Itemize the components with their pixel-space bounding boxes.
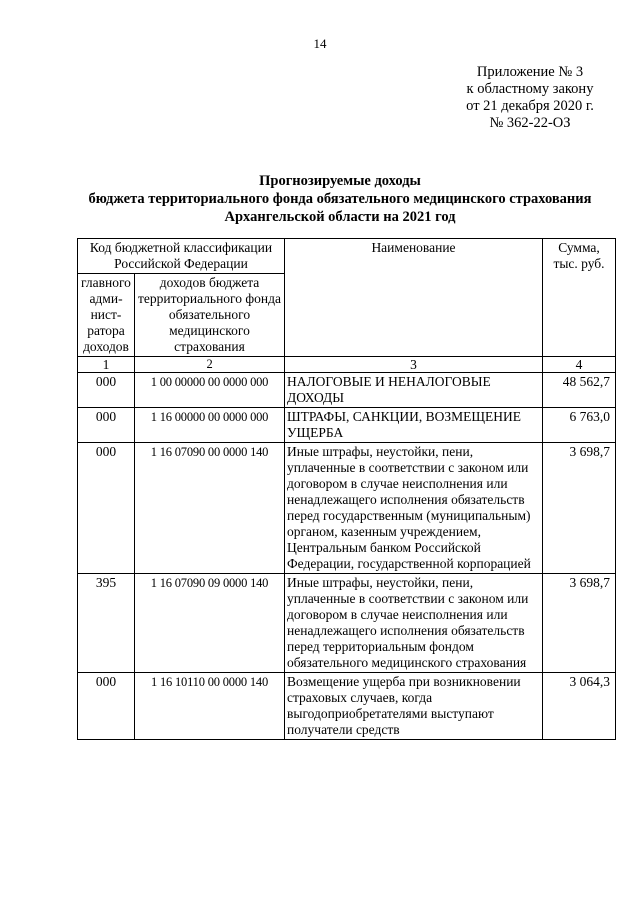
income-sum: 6 763,0 xyxy=(543,408,616,443)
column-number: 3 xyxy=(285,357,543,373)
admin-code: 000 xyxy=(78,373,135,408)
income-table xyxy=(77,238,616,740)
income-code: 1 16 07090 09 0000 140 xyxy=(135,574,285,673)
column-number: 4 xyxy=(543,357,616,373)
income-sum: 3 698,7 xyxy=(543,443,616,574)
table-row xyxy=(78,443,616,574)
income-name: Иные штрафы, неустойки, пени, уплаченные в соответствии с законом или договором в случае неисполнения или ненадлежащего исполнения обязательств перед государственным (муниципальным) органом, казенным учреждением, Центральным банком Российской Федерации, государственной корпорацией xyxy=(285,443,543,574)
column-number: 2 xyxy=(135,357,285,373)
document-title xyxy=(40,172,640,226)
income-name: Иные штрафы, неустойки, пени, уплаченные в соответствии с законом или договором в случае неисполнения или ненадлежащего исполнения обязательств перед территориальным фондом обязательного медицинского страхования xyxy=(285,574,543,673)
admin-code: 000 xyxy=(78,673,135,740)
table-row xyxy=(78,373,616,408)
income-name: Возмещение ущерба при возникновении страховых случаев, когда выгодоприобретателями выступают получатели средств xyxy=(285,673,543,740)
income-name: НАЛОГОВЫЕ И НЕНАЛОГОВЫЕ ДОХОДЫ xyxy=(285,373,543,408)
income-code: 1 16 10110 00 0000 140 xyxy=(135,673,285,740)
column-numbers-row xyxy=(78,357,616,373)
appendix-line: от 21 декабря 2020 г. xyxy=(466,98,594,114)
header-main-admin: главного адми-нист-ратора доходов xyxy=(78,274,135,357)
header-name: Наименование xyxy=(285,239,543,357)
admin-code: 395 xyxy=(78,574,135,673)
appendix-line: Приложение № 3 xyxy=(476,64,584,80)
header-income-code: доходов бюджета территориального фонда обязательного медицинского страхования xyxy=(135,274,285,357)
admin-code: 000 xyxy=(78,443,135,574)
column-number: 1 xyxy=(78,357,135,373)
table-row xyxy=(78,673,616,740)
income-code: 1 16 00000 00 0000 000 xyxy=(135,408,285,443)
header-sum: Сумма, тыс. руб. xyxy=(543,239,616,357)
income-name: ШТРАФЫ, САНКЦИИ, ВОЗМЕЩЕНИЕ УЩЕРБА xyxy=(285,408,543,443)
header-bk-code: Код бюджетной классификации Российской Федерации xyxy=(78,239,285,274)
title-line: бюджета территориального фонда обязательного медицинского страхования xyxy=(88,191,592,207)
appendix-line: № 362-22-ОЗ xyxy=(489,115,571,131)
income-sum: 3 698,7 xyxy=(543,574,616,673)
income-sum: 3 064,3 xyxy=(543,673,616,740)
income-sum: 48 562,7 xyxy=(543,373,616,408)
admin-code: 000 xyxy=(78,408,135,443)
page-number: 14 xyxy=(313,36,327,51)
income-code: 1 00 00000 00 0000 000 xyxy=(135,373,285,408)
table-row xyxy=(78,408,616,443)
title-line: Прогнозируемые доходы xyxy=(259,173,421,189)
title-line: Архангельской области на 2021 год xyxy=(224,209,456,225)
appendix-line: к областному закону xyxy=(466,81,594,97)
table-row xyxy=(78,574,616,673)
income-code: 1 16 07090 00 0000 140 xyxy=(135,443,285,574)
appendix-reference xyxy=(440,64,620,132)
